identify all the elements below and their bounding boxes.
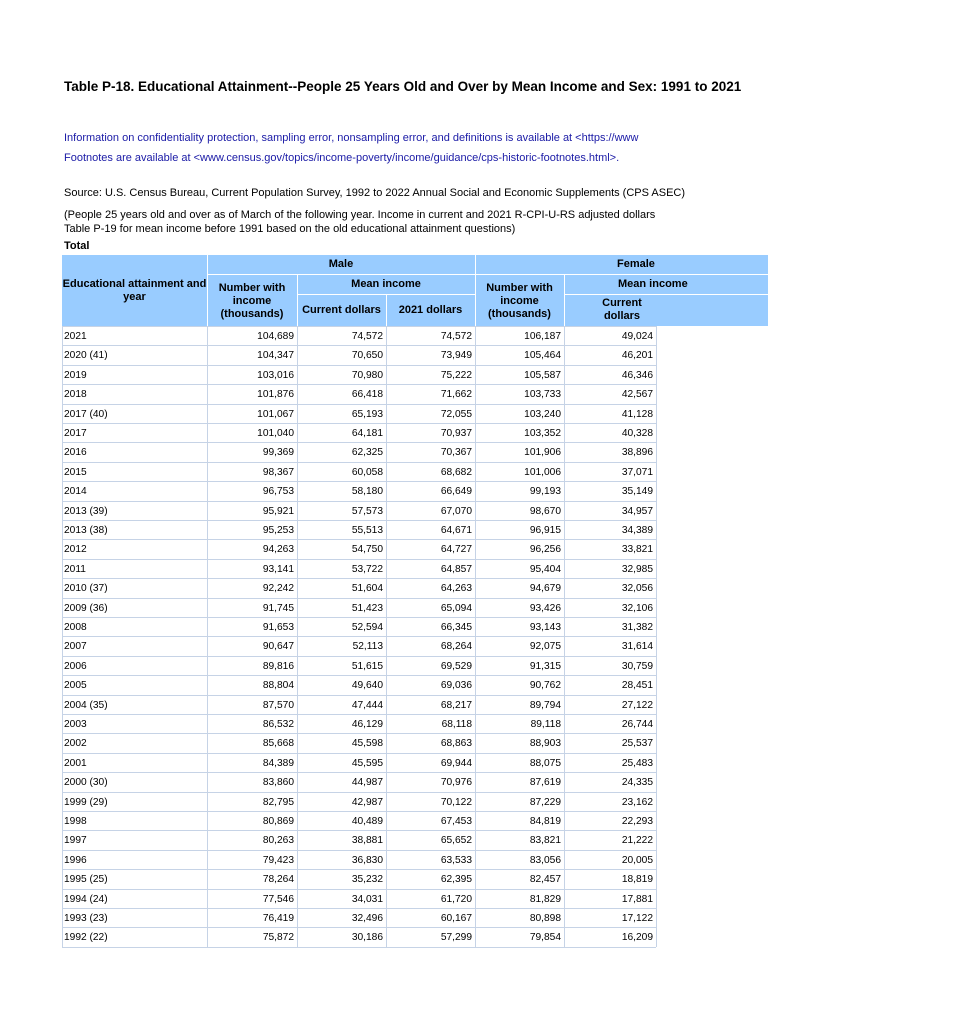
cell-year: 2011 xyxy=(64,563,86,575)
cell-male-current: 40,489 xyxy=(351,816,383,827)
cell-female-current: 35,149 xyxy=(621,486,653,498)
cell-female-number: 92,075 xyxy=(529,641,561,653)
cell-male-current: 54,750 xyxy=(351,544,383,556)
table-row xyxy=(62,598,768,617)
cell-female-number: 83,821 xyxy=(529,835,561,847)
cell-male-current: 60,058 xyxy=(351,466,383,478)
table-title xyxy=(64,79,964,95)
cell-female-number: 79,854 xyxy=(529,932,561,944)
table-row xyxy=(62,889,768,908)
cell-year: 1995 (25) xyxy=(64,874,108,886)
cell-male-2021: 68,863 xyxy=(440,738,472,750)
table-row xyxy=(62,520,768,539)
cell-male-number: 93,141 xyxy=(262,563,294,575)
cell-male-number: 79,423 xyxy=(262,854,294,866)
cell-male-current: 46,129 xyxy=(351,719,383,730)
cell-female-number: 88,075 xyxy=(529,757,561,769)
cell-male-current: 58,180 xyxy=(351,486,383,498)
cell-male-2021: 72,055 xyxy=(440,408,472,420)
table-row xyxy=(62,772,768,791)
cell-male-current: 64,181 xyxy=(351,428,383,439)
cell-male-2021: 70,976 xyxy=(440,777,472,789)
cell-year: 2018 xyxy=(64,389,87,401)
table-row xyxy=(62,578,768,597)
table-row xyxy=(62,539,768,558)
cell-male-2021: 69,036 xyxy=(440,680,472,692)
table-row xyxy=(62,404,768,423)
cell-male-number: 84,389 xyxy=(262,757,294,769)
cell-male-number: 103,016 xyxy=(257,369,294,381)
section-label: Total xyxy=(64,240,90,252)
footnotes-line: Footnotes are available at <www.census.gov/topics/income-poverty/income/guidance/cps-historic-footnotes.html>. xyxy=(64,152,620,164)
cell-year: 2000 (30) xyxy=(64,777,108,789)
cell-male-current: 42,987 xyxy=(351,796,383,808)
cell-male-number: 86,532 xyxy=(262,719,294,730)
table-row xyxy=(62,617,768,636)
cell-male-current: 47,444 xyxy=(351,699,383,711)
table-row xyxy=(62,365,768,384)
table-row xyxy=(62,675,768,694)
cell-female-number: 105,587 xyxy=(524,369,561,381)
cell-male-current: 36,830 xyxy=(351,854,383,866)
header-female-number-with-income: Number with income (thousands) xyxy=(486,281,553,320)
cell-male-current: 51,615 xyxy=(351,660,383,672)
cell-female-number: 91,315 xyxy=(529,660,561,672)
cell-female-number: 87,619 xyxy=(529,777,561,789)
table-row xyxy=(62,695,768,714)
cell-year: 2004 (35) xyxy=(64,699,108,711)
cell-male-current: 52,113 xyxy=(352,641,383,653)
cell-male-current: 38,881 xyxy=(351,835,383,847)
cell-male-current: 74,572 xyxy=(351,331,383,342)
cell-male-2021: 74,572 xyxy=(440,331,472,342)
cell-male-2021: 68,264 xyxy=(440,641,472,653)
cell-year: 1998 xyxy=(64,816,87,827)
cell-male-number: 87,570 xyxy=(262,699,294,711)
cell-male-2021: 64,671 xyxy=(440,525,472,536)
cell-male-number: 96,753 xyxy=(262,486,294,498)
header-female-mean-income: Mean income xyxy=(618,277,688,290)
cell-year: 2002 xyxy=(64,738,87,750)
cell-male-number: 104,689 xyxy=(257,331,294,342)
cell-year: 2005 xyxy=(64,680,87,692)
cell-female-current: 34,389 xyxy=(621,525,653,536)
cell-year: 2006 xyxy=(64,660,87,672)
cell-male-2021: 70,367 xyxy=(440,447,472,459)
cell-female-current: 49,024 xyxy=(621,331,653,342)
cell-year: 2015 xyxy=(64,466,87,478)
cell-male-current: 45,598 xyxy=(351,738,383,750)
note-text xyxy=(64,209,655,236)
cell-male-number: 75,872 xyxy=(262,932,294,944)
cell-male-number: 94,263 xyxy=(262,544,294,556)
cell-male-current: 45,595 xyxy=(351,757,383,769)
cell-female-current: 41,128 xyxy=(621,408,653,420)
cell-male-number: 90,647 xyxy=(262,641,294,653)
cell-female-current: 42,567 xyxy=(621,389,653,401)
cell-male-2021: 67,070 xyxy=(440,505,472,517)
cell-male-number: 88,804 xyxy=(262,680,294,692)
cell-female-current: 32,985 xyxy=(621,563,653,575)
cell-female-number: 94,679 xyxy=(529,583,561,595)
cell-female-current: 17,881 xyxy=(621,893,653,905)
cell-female-current: 31,614 xyxy=(621,641,653,653)
cell-male-number: 76,419 xyxy=(262,913,294,924)
header-male-2021-dollars: 2021 dollars xyxy=(398,303,463,316)
cell-male-current: 57,573 xyxy=(351,505,383,517)
cell-female-number: 82,457 xyxy=(529,874,561,886)
cell-female-current: 32,106 xyxy=(621,602,653,614)
cell-female-current: 26,744 xyxy=(621,719,653,730)
cell-female-current: 27,122 xyxy=(621,699,653,711)
cell-female-current: 32,056 xyxy=(621,583,653,595)
table-row xyxy=(62,830,768,849)
header-male-mean-income: Mean income xyxy=(351,277,421,290)
table-row xyxy=(62,908,768,927)
cell-male-2021: 70,122 xyxy=(440,796,472,808)
cell-female-number: 81,829 xyxy=(529,893,561,905)
cell-male-number: 104,347 xyxy=(257,350,294,362)
table-row xyxy=(62,869,768,888)
table-row xyxy=(62,559,768,578)
cell-male-number: 101,876 xyxy=(257,389,294,401)
info-line: Information on confidentiality protection, sampling error, nonsampling error, and definitions is available at <https://www xyxy=(64,132,639,144)
table-row xyxy=(62,384,768,403)
cell-year: 1999 (29) xyxy=(64,796,108,808)
source-line: Source: U.S. Census Bureau, Current Population Survey, 1992 to 2022 Annual Social and Economic Supplements (CPS ASEC) xyxy=(64,187,686,199)
cell-female-number: 93,426 xyxy=(529,602,561,614)
header-female: Female xyxy=(617,258,655,270)
cell-female-number: 96,915 xyxy=(529,525,561,536)
cell-male-2021: 73,949 xyxy=(440,350,472,362)
cell-year: 2009 (36) xyxy=(64,602,108,614)
cell-female-number: 103,733 xyxy=(524,389,561,401)
cell-male-number: 95,921 xyxy=(262,505,294,517)
table-header xyxy=(62,255,768,326)
cell-male-current: 52,594 xyxy=(351,622,383,633)
cell-female-current: 34,957 xyxy=(621,505,653,517)
cell-male-2021: 68,217 xyxy=(440,699,472,711)
cell-year: 2016 xyxy=(64,447,87,459)
cell-year: 2008 xyxy=(64,622,87,633)
header-male-number-with-income: Number with income (thousands) xyxy=(218,281,286,320)
cell-male-2021: 64,857 xyxy=(440,563,472,575)
cell-year: 2012 xyxy=(64,544,87,556)
table-row xyxy=(62,442,768,461)
table-row xyxy=(62,733,768,752)
cell-male-2021: 71,662 xyxy=(440,389,472,401)
cell-male-2021: 65,652 xyxy=(440,835,472,847)
cell-male-2021: 66,345 xyxy=(440,622,472,633)
cell-male-2021: 64,727 xyxy=(440,544,472,556)
header-educational-attainment: Educational attainment and year xyxy=(62,278,207,303)
cell-year: 1997 xyxy=(64,835,87,847)
cell-female-number: 105,464 xyxy=(524,350,561,362)
cell-female-current: 24,335 xyxy=(621,777,653,789)
cell-female-current: 46,346 xyxy=(621,369,653,381)
cell-female-current: 18,819 xyxy=(621,874,653,886)
cell-year: 2020 (41) xyxy=(64,350,108,362)
cell-year: 1993 (23) xyxy=(64,913,108,924)
cell-male-number: 91,653 xyxy=(262,622,294,633)
cell-male-current: 70,650 xyxy=(351,350,383,362)
cell-female-number: 103,352 xyxy=(524,428,561,439)
cell-female-number: 88,903 xyxy=(529,738,561,750)
header-male: Male xyxy=(328,258,354,270)
cell-male-number: 92,242 xyxy=(262,583,294,595)
cell-year: 2010 (37) xyxy=(64,583,108,595)
cell-year: 2013 (39) xyxy=(64,505,108,517)
table-row xyxy=(62,753,768,772)
cell-male-2021: 63,533 xyxy=(440,854,472,866)
cell-female-current: 33,821 xyxy=(621,544,653,556)
table-row xyxy=(62,326,768,345)
cell-female-current: 16,209 xyxy=(621,932,653,944)
table-row xyxy=(62,501,768,520)
cell-male-current: 49,640 xyxy=(351,680,383,692)
cell-year: 1996 xyxy=(64,854,87,866)
cell-female-number: 90,762 xyxy=(529,680,561,692)
cell-male-2021: 68,118 xyxy=(441,719,472,730)
table-row xyxy=(62,462,768,481)
cell-year: 2019 xyxy=(64,369,87,381)
cell-male-2021: 66,649 xyxy=(440,486,472,498)
cell-male-2021: 61,720 xyxy=(440,893,472,905)
cell-male-current: 51,604 xyxy=(351,583,383,595)
note-line-2: Table P-19 for mean income before 1991 based on the old educational attainment questions) xyxy=(64,222,516,235)
cell-female-current: 25,483 xyxy=(621,757,653,769)
cell-year: 1992 (22) xyxy=(64,932,108,944)
cell-male-number: 91,745 xyxy=(262,602,294,614)
header-female-current-dollars: Current dollars xyxy=(602,297,642,322)
note-line-1: (People 25 years old and over as of March of the following year. Income in current and 2021 R-CPI-U-RS adjusted dollars xyxy=(64,209,656,221)
cell-male-current: 30,186 xyxy=(351,932,383,944)
cell-male-current: 55,513 xyxy=(351,525,383,536)
cell-male-number: 101,067 xyxy=(257,408,294,420)
cell-male-current: 34,031 xyxy=(351,893,383,905)
cell-male-2021: 64,263 xyxy=(440,583,472,595)
cell-male-number: 89,816 xyxy=(262,660,294,672)
cell-male-number: 85,668 xyxy=(262,738,294,750)
cell-year: 2017 (40) xyxy=(64,408,108,420)
cell-male-number: 83,860 xyxy=(262,777,294,789)
cell-year: 2017 xyxy=(64,428,87,439)
header-male-current-dollars: Current dollars xyxy=(302,303,381,316)
cell-female-number: 93,143 xyxy=(529,622,561,633)
cell-male-current: 65,193 xyxy=(351,408,383,420)
table-row xyxy=(62,714,768,733)
cell-year: 2014 xyxy=(64,486,87,498)
cell-female-number: 89,118 xyxy=(530,719,561,730)
cell-female-number: 89,794 xyxy=(529,699,561,711)
cell-male-number: 98,367 xyxy=(262,466,294,478)
table-row xyxy=(62,423,768,442)
cell-male-number: 99,369 xyxy=(262,447,294,459)
table-row xyxy=(62,636,768,655)
cell-male-current: 62,325 xyxy=(351,447,383,459)
cell-male-2021: 60,167 xyxy=(440,913,472,924)
cell-female-current: 30,759 xyxy=(621,660,653,672)
cell-female-number: 95,404 xyxy=(529,563,561,575)
cell-male-2021: 70,937 xyxy=(440,428,472,439)
table-row xyxy=(62,481,768,500)
cell-female-current: 46,201 xyxy=(621,350,653,362)
cell-male-number: 77,546 xyxy=(262,893,294,905)
cell-female-number: 101,906 xyxy=(524,447,561,459)
cell-male-current: 66,418 xyxy=(351,389,383,401)
cell-female-current: 31,382 xyxy=(621,622,653,633)
cell-female-current: 40,328 xyxy=(621,428,653,439)
cell-female-number: 101,006 xyxy=(524,466,561,478)
cell-female-number: 84,819 xyxy=(529,816,561,827)
table-row xyxy=(62,811,768,830)
cell-year: 2003 xyxy=(64,719,87,730)
table-row xyxy=(62,656,768,675)
cell-male-current: 53,722 xyxy=(351,563,383,575)
cell-male-number: 80,869 xyxy=(262,816,294,827)
cell-male-number: 80,263 xyxy=(262,835,294,847)
cell-female-number: 98,670 xyxy=(529,505,561,517)
cell-female-current: 38,896 xyxy=(621,447,653,459)
table-row xyxy=(62,345,768,364)
cell-year: 1994 (24) xyxy=(64,893,108,905)
cell-male-number: 82,795 xyxy=(262,796,294,808)
cell-male-2021: 67,453 xyxy=(440,816,472,827)
cell-female-current: 20,005 xyxy=(621,854,653,866)
cell-male-2021: 65,094 xyxy=(440,602,472,614)
table-row xyxy=(62,927,768,946)
cell-male-2021: 69,529 xyxy=(440,660,472,672)
cell-female-current: 28,451 xyxy=(621,680,653,692)
cell-male-current: 35,232 xyxy=(351,874,383,886)
cell-female-number: 106,187 xyxy=(524,331,561,342)
cell-male-number: 101,040 xyxy=(257,428,294,439)
cell-year: 2007 xyxy=(64,641,87,653)
cell-male-number: 78,264 xyxy=(262,874,294,886)
cell-female-number: 96,256 xyxy=(529,544,561,556)
cell-year: 2013 (38) xyxy=(64,525,108,536)
cell-female-number: 87,229 xyxy=(529,796,561,808)
cell-male-current: 32,496 xyxy=(351,913,383,924)
cell-female-current: 37,071 xyxy=(621,466,653,478)
cell-male-current: 44,987 xyxy=(351,777,383,789)
cell-female-number: 80,898 xyxy=(529,913,561,924)
table-title-text: Table P-18. Educational Attainment--People 25 Years Old and Over by Mean Income and Sex: 1991 to 2021 xyxy=(64,79,742,94)
cell-female-number: 83,056 xyxy=(529,854,561,866)
cell-year: 2021 xyxy=(64,331,87,342)
cell-female-current: 25,537 xyxy=(621,738,653,750)
cell-female-current: 17,122 xyxy=(621,913,653,924)
cell-male-number: 95,253 xyxy=(262,525,294,536)
cell-year: 2001 xyxy=(64,757,87,769)
cell-male-2021: 57,299 xyxy=(440,932,472,944)
cell-male-2021: 68,682 xyxy=(440,466,472,478)
cell-male-current: 70,980 xyxy=(351,369,383,381)
cell-male-2021: 62,395 xyxy=(440,874,472,886)
cell-female-number: 103,240 xyxy=(524,408,561,420)
cell-female-number: 99,193 xyxy=(529,486,561,498)
table-row xyxy=(62,792,768,811)
cell-female-current: 23,162 xyxy=(621,796,653,808)
cell-male-current: 51,423 xyxy=(351,602,383,614)
cell-male-2021: 69,944 xyxy=(440,757,472,769)
cell-female-current: 22,293 xyxy=(621,816,653,827)
cell-male-2021: 75,222 xyxy=(440,369,472,381)
table-row xyxy=(62,850,768,869)
cell-female-current: 21,222 xyxy=(621,835,653,847)
